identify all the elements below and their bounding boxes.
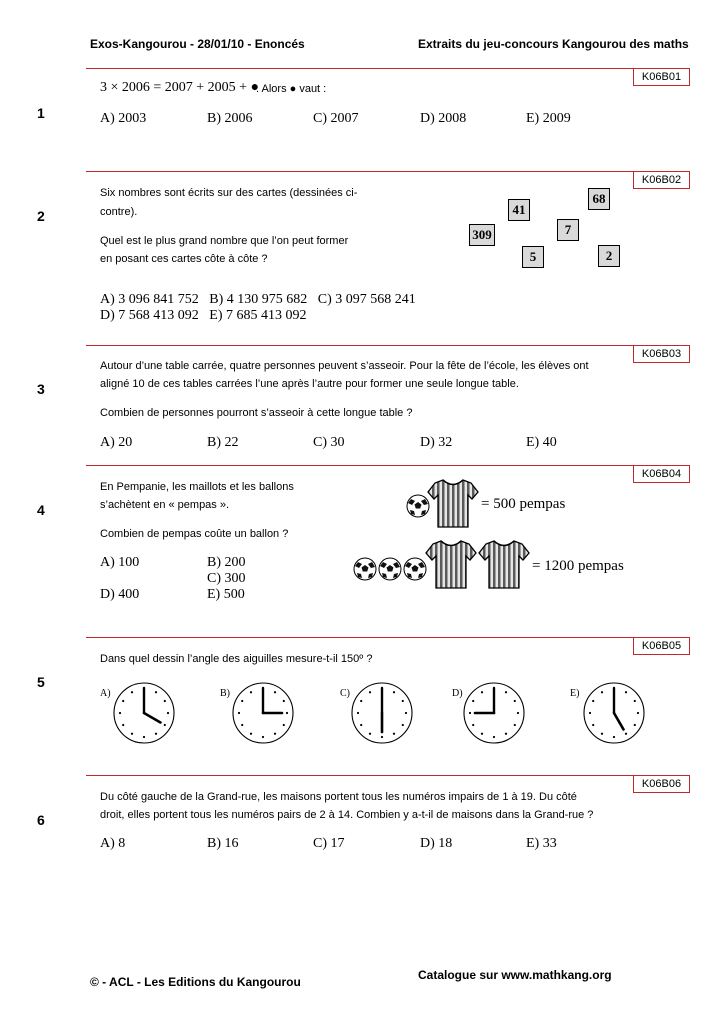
clock-hour-dot — [164, 724, 166, 726]
clock-hour-dot — [601, 733, 603, 735]
clock-hour-dot — [625, 691, 627, 693]
clock-hour-dot — [472, 724, 474, 726]
q6-code: K06B06 — [633, 775, 690, 793]
q2-number: 2 — [37, 208, 45, 224]
ball-icon — [404, 558, 426, 580]
q2-line-2: contre). — [100, 206, 138, 218]
clock-hour-dot — [634, 724, 636, 726]
clock-hour-dot — [517, 712, 519, 714]
clock-hour-dot — [241, 724, 243, 726]
q3-answer-c: C) 30 — [313, 435, 345, 450]
clock-hour-dot — [592, 700, 594, 702]
clock-hour-dot — [167, 712, 169, 714]
clock-hour-dot — [505, 733, 507, 735]
q4-equation-2: = 1200 pempas — [532, 558, 624, 574]
clock-hour-dot — [360, 700, 362, 702]
q3-answer-a: A) 20 — [100, 435, 133, 450]
clock-hour-dot — [250, 733, 252, 735]
clock-hour-dot — [493, 736, 495, 738]
clock-hour-dot — [402, 724, 404, 726]
clock-hour-dot — [274, 691, 276, 693]
q3-rule — [86, 345, 689, 346]
clock-hour-dot — [131, 691, 133, 693]
clock-hour-dot — [131, 733, 133, 735]
clock-hour-dot — [505, 691, 507, 693]
header-left: Exos-Kangourou - 28/01/10 - Enoncés — [90, 37, 305, 51]
clock-hour-dot — [283, 700, 285, 702]
shirt-icon — [428, 480, 478, 527]
clock-hour-dot — [637, 712, 639, 714]
q4-line-2: s’achètent en « pempas ». — [100, 499, 230, 511]
q2-answers-line-2: D) 7 568 413 092 E) 7 685 413 092 — [100, 308, 307, 323]
header-right: Extraits du jeu-concours Kangourou des maths — [418, 37, 689, 51]
q4-answer-e: E) 500 — [207, 587, 245, 602]
q2-line-4: en posant ces cartes côte à côte ? — [100, 253, 268, 265]
clock-c — [350, 681, 414, 745]
q1-answer-c: C) 2007 — [313, 111, 359, 126]
clock-a — [112, 681, 176, 745]
clock-hour-dot — [241, 700, 243, 702]
q4-answer-d: D) 400 — [100, 587, 140, 602]
q4-line-3: Combien de pempas coûte un ballon ? — [100, 528, 289, 540]
card-68: 68 — [588, 188, 610, 210]
q1-answer-b: B) 2006 — [207, 111, 253, 126]
q4-answer-a: A) 100 — [100, 555, 140, 570]
clock-hour-dot — [625, 733, 627, 735]
q4-answer-c: C) 300 — [207, 571, 246, 586]
q5-code: K06B05 — [633, 637, 690, 655]
clock-hour-dot — [481, 733, 483, 735]
q2-rule — [86, 171, 689, 172]
card-2: 2 — [598, 245, 620, 267]
clock-hour-dot — [613, 736, 615, 738]
clock-hour-dot — [360, 724, 362, 726]
clock-hour-dot — [589, 712, 591, 714]
q1-rule — [86, 68, 689, 69]
q4-equation-1: = 500 pempas — [481, 496, 566, 512]
clock-hour-dot — [514, 700, 516, 702]
q3-line-3: Combien de personnes pourront s’asseoir à cette longue table ? — [100, 407, 413, 419]
clock-hour-dot — [119, 712, 121, 714]
shirt-icon — [426, 541, 476, 588]
clock-hour-dot — [250, 691, 252, 693]
clock-hour-dot — [283, 724, 285, 726]
clock-hour-dot — [155, 691, 157, 693]
clock-hour-dot — [381, 736, 383, 738]
clock-hour-dot — [405, 712, 407, 714]
q4-code: K06B04 — [633, 465, 690, 483]
clock-hour-dot — [369, 691, 371, 693]
clock-hour-dot — [469, 712, 471, 714]
clock-hour-dot — [393, 733, 395, 735]
q1-answer-d: D) 2008 — [420, 111, 467, 126]
clock-d-label: D) — [452, 688, 463, 699]
q2-line-3: Quel est le plus grand nombre que l’on peut former — [100, 235, 349, 247]
q4-answer-b: B) 200 — [207, 555, 246, 570]
clock-hour-dot — [601, 691, 603, 693]
q3-line-1: Autour d’une table carrée, quatre personnes peuvent s’asseoir. Pour la fête de l’école, les élèves ont — [100, 360, 589, 372]
clock-hour-dot — [286, 712, 288, 714]
clock-hour-dot — [164, 700, 166, 702]
q2-answers-line-1: A) 3 096 841 752 B) 4 130 975 682 C) 3 097 568 241 — [100, 292, 416, 307]
shirt-icon — [479, 541, 529, 588]
q1-code: K06B01 — [633, 68, 690, 86]
clock-e-label: E) — [570, 688, 580, 699]
clock-hour-dot — [472, 700, 474, 702]
q6-answer-e: E) 33 — [526, 836, 557, 851]
footer-right: Catalogue sur www.mathkang.org — [418, 968, 612, 982]
q6-rule — [86, 775, 689, 776]
clock-hour-dot — [592, 724, 594, 726]
q5-number: 5 — [37, 674, 45, 690]
clock-hour-dot — [274, 733, 276, 735]
clock-hour-dot — [393, 691, 395, 693]
q3-answer-b: B) 22 — [207, 435, 239, 450]
q3-answer-e: E) 40 — [526, 435, 557, 450]
q6-answer-b: B) 16 — [207, 836, 239, 851]
ball-icon — [379, 558, 401, 580]
q6-answer-a: A) 8 — [100, 836, 126, 851]
q4-rule — [86, 465, 689, 466]
card-309: 309 — [469, 224, 495, 246]
clock-hour-dot — [634, 700, 636, 702]
card-5: 5 — [522, 246, 544, 268]
q6-line-2: droit, elles portent tous les numéros pairs de 2 à 14. Combien y a-t-il de maisons dans la Grand-rue ? — [100, 809, 594, 821]
q3-number: 3 — [37, 381, 45, 397]
q5-rule — [86, 637, 689, 638]
q1-answer-e: E) 2009 — [526, 111, 571, 126]
clock-hour-dot — [238, 712, 240, 714]
q2-line-1: Six nombres sont écrits sur des cartes (dessinées ci- — [100, 187, 358, 199]
clock-hour-dot — [262, 736, 264, 738]
clock-d — [462, 681, 526, 745]
q1-answer-a: A) 2003 — [100, 111, 147, 126]
ball-icon — [354, 558, 376, 580]
card-41: 41 — [508, 199, 530, 221]
q1-formula: 3 × 2006 = 2007 + 2005 + ● — [100, 80, 260, 95]
q6-line-1: Du côté gauche de la Grand-rue, les maisons portent tous les numéros impairs de 1 à 19. Du côté — [100, 791, 577, 803]
clock-b-label: B) — [220, 688, 230, 699]
q5-line-1: Dans quel dessin l’angle des aiguilles mesure-t-il 150º ? — [100, 653, 373, 665]
clock-c-label: C) — [340, 688, 350, 699]
clock-a-label: A) — [100, 688, 111, 699]
clock-hour-dot — [514, 724, 516, 726]
card-7: 7 — [557, 219, 579, 241]
q6-number: 6 — [37, 812, 45, 828]
clock-hour-dot — [369, 733, 371, 735]
q3-answer-d: D) 32 — [420, 435, 453, 450]
clock-hour-dot — [402, 700, 404, 702]
q6-answer-d: D) 18 — [420, 836, 453, 851]
clock-hour-dot — [122, 724, 124, 726]
clock-hour-dot — [481, 691, 483, 693]
q2-code: K06B02 — [633, 171, 690, 189]
clock-hour-dot — [122, 700, 124, 702]
q4-line-1: En Pempanie, les maillots et les ballons — [100, 481, 294, 493]
q6-answer-c: C) 17 — [313, 836, 345, 851]
q3-line-2: aligné 10 de ces tables carrées l’une après l’autre pour former une seule longue table. — [100, 378, 519, 390]
q1-number: 1 — [37, 105, 45, 121]
clock-hour-dot — [155, 733, 157, 735]
clock-b — [231, 681, 295, 745]
footer-left: © - ACL - Les Editions du Kangourou — [90, 975, 301, 989]
clock-hour-dot — [143, 736, 145, 738]
q4-number: 4 — [37, 502, 45, 518]
ball-icon — [407, 495, 429, 517]
clock-hour-dot — [357, 712, 359, 714]
clock-e — [582, 681, 646, 745]
q1-text: . Alors ● vaut : — [256, 83, 327, 95]
q3-code: K06B03 — [633, 345, 690, 363]
